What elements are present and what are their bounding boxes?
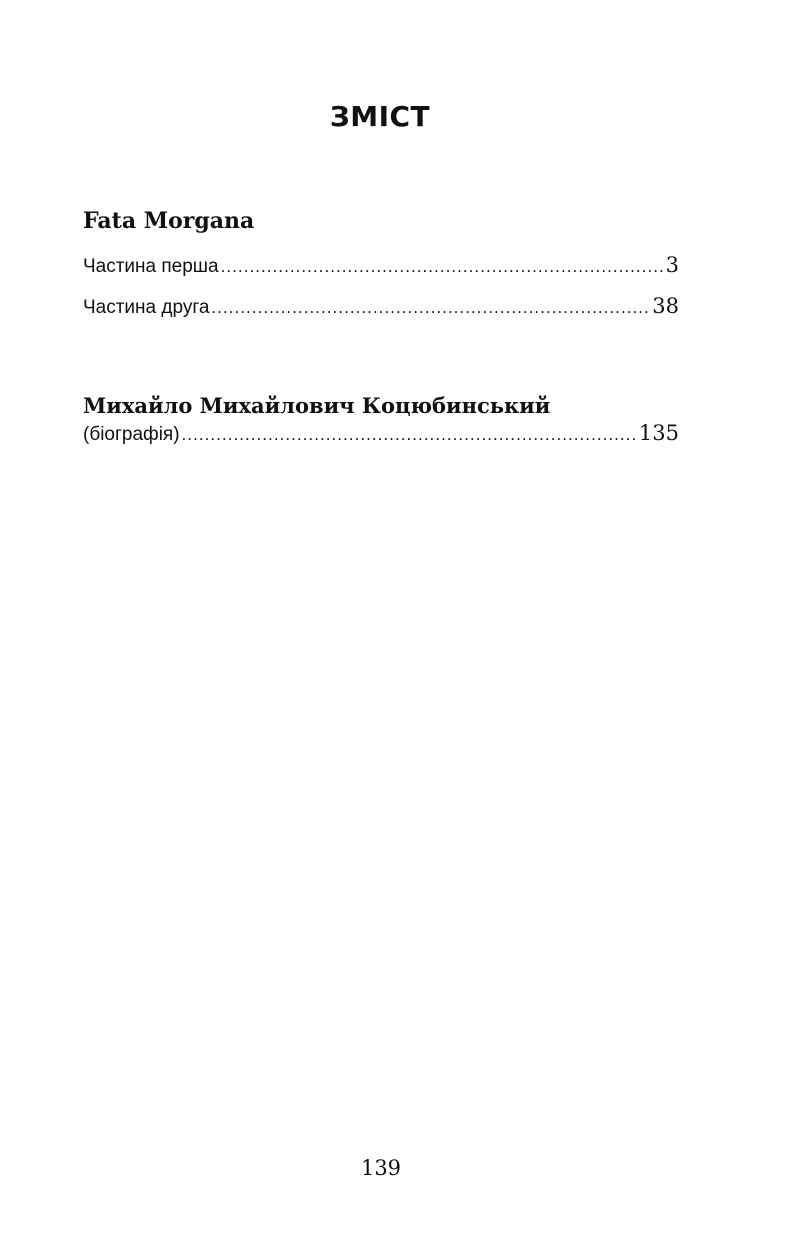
toc-entry-page: 38 <box>652 294 679 318</box>
section-title: Fata Morgana <box>83 208 255 234</box>
toc-entry <box>83 293 679 321</box>
toc-entry-label: (біографія) <box>83 424 180 445</box>
toc-entry <box>83 420 679 448</box>
toc-section-fata-morgana <box>83 206 679 321</box>
toc-entry-page: 135 <box>638 421 679 445</box>
toc-entry-label: Частина друга <box>83 297 210 318</box>
page-number: 139 <box>360 1156 402 1180</box>
dot-leader <box>182 422 637 448</box>
page-title: ЗМІСТ <box>329 100 431 133</box>
toc-section-biography <box>83 392 679 448</box>
dot-leader <box>211 295 650 321</box>
toc-entry-label: Частина перша <box>83 256 219 277</box>
toc-entry-page: 3 <box>665 253 679 277</box>
section-title: Михайло Михайлович Коцюбинський <box>83 393 551 418</box>
toc-entry <box>83 252 679 280</box>
dot-leader <box>221 254 664 280</box>
